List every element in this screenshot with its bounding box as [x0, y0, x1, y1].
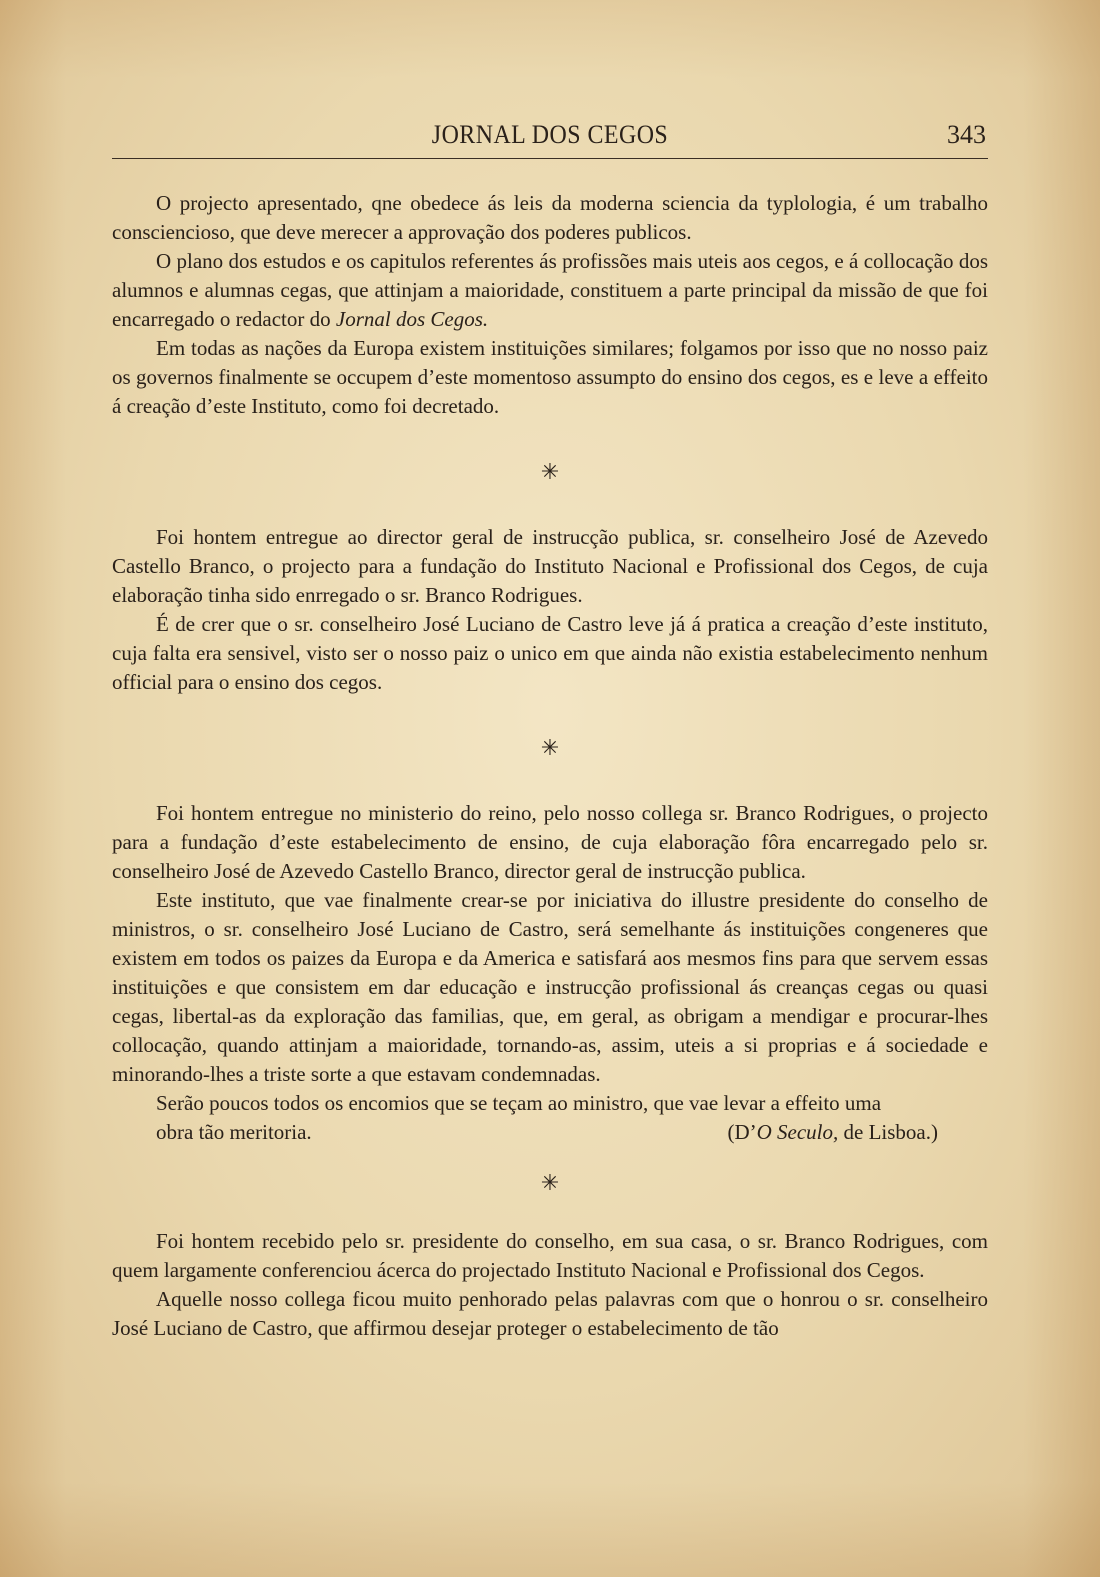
- section-separator: ✳: [540, 735, 560, 760]
- page-number: 343: [947, 120, 986, 149]
- source-citation: [683, 1118, 988, 1147]
- source-suffix: de Lisboa.): [838, 1120, 938, 1144]
- paragraph: Foi hontem entregue ao director geral de instrucção publica, sr. conselheiro José de Azevedo Castello Branco, o projecto para a fundação do Instituto Nacional e Profissional dos Cegos, de cuja elaboração tinha sido enrregado o sr. Branco Rodrigues.: [112, 525, 988, 607]
- page-header: [112, 118, 988, 159]
- paragraph: Foi hontem entregue no ministerio do reino, pelo nosso collega sr. Branco Rodrigues, o projecto para a fundação d’este estabelecimento de ensino, de cuja elaboração fôra encarregado pelo sr. conselheiro José de Azevedo Castello Branco, director geral de instrucção publica.: [112, 801, 988, 883]
- journal-page: [112, 118, 988, 1343]
- source-line: [112, 1118, 988, 1147]
- paragraph: Foi hontem recebido pelo sr. presidente do conselho, em sua casa, o sr. Branco Rodrigues, com quem largamente conferenciou ácerca do projectado Instituto Nacional e Profissional dos Cegos.: [112, 1229, 988, 1282]
- paragraph: [112, 247, 988, 334]
- paragraph: O projecto apresentado, qne obedece ás leis da moderna sciencia da typlologia, é um trabalho consciencioso, que deve merecer a approvação dos poderes publicos.: [112, 191, 988, 244]
- section-separator: ✳: [540, 1170, 560, 1195]
- paragraph-end: obra tão meritoria.: [156, 1120, 312, 1144]
- source-newspaper: O Seculo,: [756, 1120, 839, 1144]
- paragraph-text: O plano dos estudos e os capitulos referentes ás profissões mais uteis aos cegos, e á collocação dos alumnos e alumnas cegas, que attinjam a maioridade, constituem a parte principal da missão de que foi encarregado o redactor do: [112, 249, 988, 331]
- paragraph: É de crer que o sr. conselheiro José Luciano de Castro leve já á pratica a creação d’este instituto, cuja falta era sensivel, visto ser o nosso paiz o unico em que ainda não existia estabelecimento nenhum official para o ensino dos cegos.: [112, 612, 988, 694]
- journal-title: JORNAL DOS CEGOS: [431, 120, 669, 149]
- article-body: [112, 189, 988, 1343]
- paragraph: Aquelle nosso collega ficou muito penhorado pelas palavras com que o honrou o sr. conselheiro José Luciano de Castro, que affirmou desejar proteger o estabelecimento de tão: [112, 1287, 988, 1340]
- paragraph: Serão poucos todos os encomios que se teçam ao ministro, que vae levar a effeito uma: [156, 1091, 882, 1115]
- source-prefix: (D’: [727, 1120, 757, 1144]
- paragraph: Este instituto, que vae finalmente crear-se por iniciativa do illustre presidente do conselho de ministros, o sr. conselheiro José Luciano de Castro, será semelhante ás instituições congeneres que existem em todos os paizes da Europa e da America e satisfará aos mesmos fins para que servem essas instituições e que consistem em dar educação e instrucção profissional ás creanças cegas ou quasi cegas, libertal-as da exploração das familias, que, em geral, as obrigam a mendigar e procurar-lhes collocação, quando attinjam a maioridade, tornando-as, assim, uteis a si proprias e á sociedade e minorando-lhes a triste sorte a que estavam condemnadas.: [112, 888, 988, 1086]
- section-separator: ✳: [540, 459, 560, 484]
- journal-name-italic: Jornal dos Cegos.: [335, 307, 489, 331]
- paragraph: Em todas as nações da Europa existem instituições similares; folgamos por isso que no nosso paiz os governos finalmente se occupem d’este momentoso assumpto do ensino dos cegos, es e leve a effeito á creação d’este Instituto, como foi decretado.: [112, 336, 988, 418]
